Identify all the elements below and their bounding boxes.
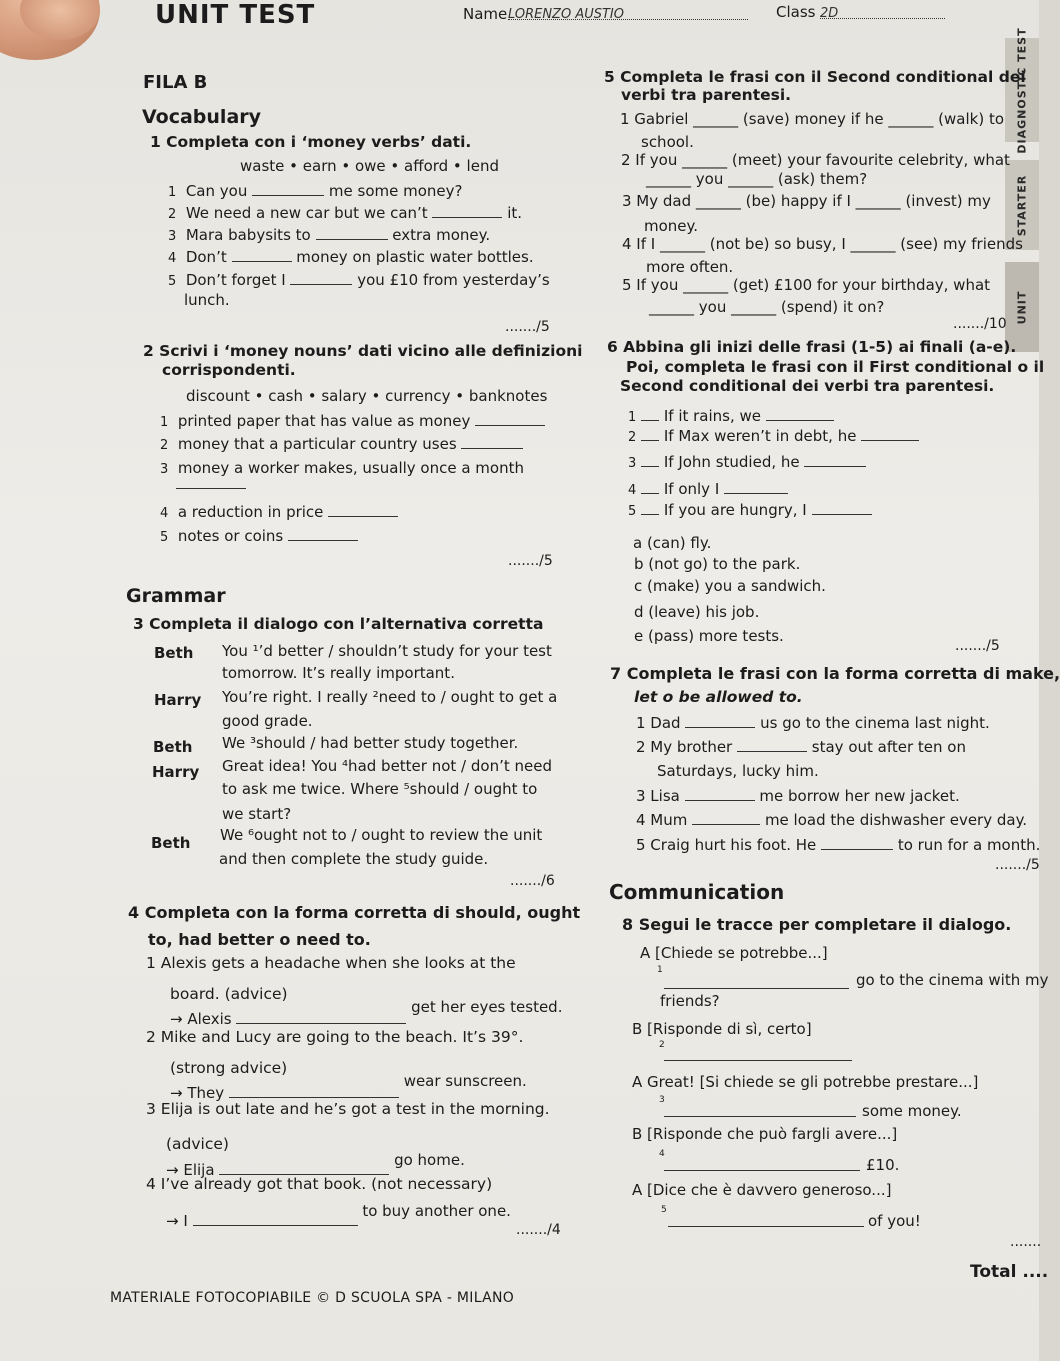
ex4-q1: 1 Alexis gets a headache when she looks at the <box>146 954 516 972</box>
communication-heading: Communication <box>609 880 785 904</box>
ex8-title: 8 Segui le tracce per completare il dialogo. <box>622 915 1012 934</box>
ex5-line-6: money. <box>644 217 699 235</box>
ex3-score: ......./6 <box>510 873 555 889</box>
ex8-line-9: A [Dice che è davvero generoso...] <box>632 1181 892 1199</box>
ex5-title: 5 Completa le frasi con il Second conditional dei <box>604 68 1026 86</box>
ex6-match-3[interactable] <box>641 454 659 467</box>
ex3-line-3: You’re right. I really ²need to / ought to get a <box>222 688 558 706</box>
ex6-start-5: 5 If you are hungry, I <box>628 501 872 519</box>
ex8-blank-5[interactable] <box>668 1226 864 1227</box>
ex8-blank-2[interactable] <box>664 1060 852 1061</box>
ex8-blank-4[interactable] <box>664 1170 860 1171</box>
ex4-blank-3[interactable] <box>219 1162 389 1175</box>
ex5-line-7[interactable]: 4 If I ______ (not be) so busy, I ______ (see) my friends <box>622 235 1023 253</box>
ex6-title-cont: Poi, completa le frasi con il First conditional o il <box>626 358 1045 376</box>
ex6-match-1[interactable] <box>641 408 659 421</box>
ex6-end-c: c (make) you a sandwich. <box>634 577 826 595</box>
ex3-speaker-2: Harry <box>154 691 202 709</box>
ex3-line-7: to ask me twice. Where ⁵should / ought to <box>222 780 538 798</box>
ex3-line-1: You ¹’d better / shouldn’t study for your test <box>222 642 552 660</box>
ex4-answer-2: → They wear sunscreen. <box>170 1072 527 1102</box>
ex8-line-10: of you! <box>868 1212 921 1230</box>
tab-starter: STARTER <box>1005 160 1039 250</box>
ex2-blank-2[interactable] <box>461 436 523 449</box>
ex2-blank-4[interactable] <box>328 504 398 517</box>
name-field[interactable] <box>508 3 748 20</box>
ex4-answer-1: → Alexis get her eyes tested. <box>170 998 563 1028</box>
ex5-line-2: school. <box>641 133 694 151</box>
ex2-blank-1[interactable] <box>475 413 545 426</box>
ex4-q3-hint: (advice) <box>166 1135 229 1153</box>
ex5-line-1[interactable]: 1 Gabriel ______ (save) money if he ______ (walk) to <box>620 110 1005 128</box>
class-field[interactable] <box>820 2 945 19</box>
ex6-title-cont-2: Second conditional dei verbi tra parentesi. <box>620 377 995 395</box>
ex6-match-4[interactable] <box>641 481 659 494</box>
ex3-title: 3 Completa il dialogo con l’alternativa corretta <box>133 615 544 633</box>
ex5-line-9[interactable]: 5 If you ______ (get) £100 for your birthday, what <box>622 276 991 294</box>
ex3-line-8: we start? <box>222 805 292 823</box>
ex4-q2-hint: (strong advice) <box>170 1059 288 1077</box>
ex5-score: ......./10 <box>953 316 1007 332</box>
ex7-item-3: 3 Lisa me borrow her new jacket. <box>636 787 960 805</box>
ex6-end-e: e (pass) more tests. <box>634 627 784 645</box>
ex2-score: ......./5 <box>508 553 553 569</box>
ex7-item-1: 1 Dad us go to the cinema last night. <box>636 714 990 732</box>
ex6-end-a: a (can) fly. <box>633 534 712 552</box>
ex4-answer-3: → Elija go home. <box>166 1151 465 1179</box>
ex1-score: ......./5 <box>505 319 550 335</box>
ex8-num-4: 4 <box>659 1149 665 1159</box>
ex7-item-5: 5 Craig hurt his foot. He to run for a month. <box>636 836 1041 854</box>
ex1-blank-2[interactable] <box>432 205 502 218</box>
ex2-word-bank: discount • cash • salary • currency • banknotes <box>186 387 548 405</box>
fila-label: FILA B <box>143 72 208 93</box>
ex7-item-4: 4 Mum me load the dishwasher every day. <box>636 811 1028 829</box>
ex1-item-5: 5 Don’t forget I you £10 from yesterday’s <box>168 271 550 289</box>
ex1-item-2: 2 We need a new car but we can’t it. <box>168 204 523 222</box>
ex1-word-bank: waste • earn • owe • afford • lend <box>240 157 499 175</box>
copyright-footer: MATERIALE FOTOCOPIABILE © D SCUOLA SPA - MILANO <box>110 1290 515 1306</box>
ex4-answer-4: → I to buy another one. <box>166 1202 511 1230</box>
ex2-item-5: 5 notes or coins <box>160 527 358 545</box>
ex8-line-5: A Great! [Si chiede se gli potrebbe prestare...] <box>632 1073 979 1091</box>
vocabulary-heading: Vocabulary <box>142 106 262 128</box>
ex3-line-5: We ³should / had better study together. <box>222 734 519 752</box>
ex1-title: 1 Completa con i ‘money verbs’ dati. <box>150 133 472 151</box>
ex3-line-10: and then complete the study guide. <box>219 850 489 868</box>
ex6-start-3: 3 If John studied, he <box>628 453 866 471</box>
ex6-blank-4[interactable] <box>724 481 788 494</box>
ex6-title: 6 Abbina gli inizi delle frasi (1-5) ai finali (a-e). <box>607 338 1017 356</box>
ex4-q4: 4 I’ve already got that book. (not necessary) <box>146 1175 493 1193</box>
tab-unit: UNIT <box>1005 262 1039 352</box>
ex4-title: 4 Completa con la forma corretta di should, ought <box>128 903 581 922</box>
ex6-end-b: b (not go) to the park. <box>634 555 801 573</box>
ex6-match-2[interactable] <box>641 428 659 441</box>
ex4-blank-4[interactable] <box>193 1213 358 1226</box>
ex3-line-9: We ⁶ought not to / ought to review the unit <box>220 826 543 844</box>
total-label: Total .... <box>970 1262 1049 1282</box>
ex7-score: ......./5 <box>995 857 1040 873</box>
ex6-blank-3[interactable] <box>804 454 866 467</box>
ex6-blank-1[interactable] <box>766 408 834 421</box>
ex1-item-4: 4 Don’t money on plastic water bottles. <box>168 248 534 266</box>
ex2-item-3: 3 money a worker makes, usually once a month <box>160 459 524 477</box>
name-label: Name <box>463 5 508 23</box>
class-label: Class <box>776 3 816 21</box>
ex8-line-7: B [Risponde che può fargli avere...] <box>632 1125 898 1143</box>
ex7-item-2: 2 My brother stay out after ten on <box>636 738 966 756</box>
ex6-start-4: 4 If only I <box>628 480 788 498</box>
ex8-line-1: A [Chiede se potrebbe...] <box>640 944 828 962</box>
ex8-line-3: friends? <box>660 992 720 1010</box>
class-value: 2D <box>820 6 839 21</box>
page-title: UNIT TEST <box>155 0 316 30</box>
ex5-line-4[interactable]: ______ you ______ (ask) them? <box>646 170 868 188</box>
ex6-match-5[interactable] <box>641 502 659 515</box>
ex5-title-cont: verbi tra parentesi. <box>621 86 792 104</box>
ex3-speaker-1: Beth <box>154 644 194 662</box>
ex6-blank-2[interactable] <box>861 428 919 441</box>
ex7-title-cont: let o be allowed to. <box>634 688 803 706</box>
ex7-blank-3[interactable] <box>685 788 755 801</box>
ex8-score-dots: ....... <box>1010 1234 1042 1250</box>
ex7-title: 7 Completa le frasi con la forma corretta di make, <box>610 664 1060 683</box>
ex6-start-1: 1 If it rains, we <box>628 407 834 425</box>
ex4-q1-hint: board. (advice) <box>170 985 288 1003</box>
ex8-num-3: 3 <box>659 1095 665 1105</box>
ex8-line-6: some money. <box>862 1102 962 1120</box>
ex4-title-cont: to, had better o need to. <box>148 930 371 949</box>
tab-diagnostic-test: DIAGNOSTIC TEST <box>1005 38 1039 142</box>
ex3-line-6: Great idea! You ⁴had better not / don’t need <box>222 757 552 775</box>
ex5-line-5[interactable]: 3 My dad ______ (be) happy if I ______ (invest) my <box>622 192 991 210</box>
ex8-num-2: 2 <box>659 1040 665 1050</box>
ex6-blank-5[interactable] <box>812 502 872 515</box>
ex5-line-3[interactable]: 2 If you ______ (meet) your favourite celebrity, what <box>621 151 1010 169</box>
ex1-blank-3[interactable] <box>316 227 388 240</box>
ex3-line-4: good grade. <box>222 712 313 730</box>
ex6-end-d: d (leave) his job. <box>634 603 760 621</box>
ex1-blank-1[interactable] <box>252 183 324 196</box>
ex7-blank-5[interactable] <box>821 837 893 850</box>
ex2-title: 2 Scrivi i ‘money nouns’ dati vicino alle definizioni <box>143 342 583 360</box>
ex7-blank-2[interactable] <box>737 739 807 752</box>
ex2-item-2: 2 money that a particular country uses <box>160 435 523 453</box>
ex4-score: ......./4 <box>516 1222 561 1238</box>
ex4-blank-2[interactable] <box>229 1085 399 1098</box>
ex8-num-5: 5 <box>661 1205 667 1215</box>
ex2-item-4: 4 a reduction in price <box>160 503 398 521</box>
ex5-line-10[interactable]: ______ you ______ (spend) it on? <box>649 298 885 316</box>
ex8-line-2: go to the cinema with my <box>856 971 1049 989</box>
ex2-title-cont: corrispondenti. <box>162 361 296 379</box>
ex2-item-1: 1 printed paper that has value as money <box>160 412 545 430</box>
ex8-blank-1[interactable] <box>664 988 849 989</box>
name-value: LORENZO AUSTIO <box>508 7 624 22</box>
ex1-blank-4[interactable] <box>232 249 292 262</box>
ex8-line-4: B [Risponde di sì, certo] <box>632 1020 812 1038</box>
ex2-blank-3[interactable] <box>176 488 246 489</box>
ex3-speaker-3: Beth <box>153 738 193 756</box>
ex1-item-5-cont: lunch. <box>184 291 230 309</box>
ex3-speaker-5: Beth <box>151 834 191 852</box>
ex7-item-2-cont: Saturdays, lucky him. <box>657 762 819 780</box>
ex4-q3: 3 Elija is out late and he’s got a test in the morning. <box>146 1100 550 1118</box>
ex5-line-8: more often. <box>646 258 734 276</box>
ex1-item-1: 1 Can you me some money? <box>168 182 463 200</box>
ex8-blank-3[interactable] <box>664 1116 856 1117</box>
ex4-blank-1[interactable] <box>236 1011 406 1024</box>
ex4-q2: 2 Mike and Lucy are going to the beach. It’s 39°. <box>146 1028 524 1046</box>
grammar-heading: Grammar <box>126 585 226 607</box>
ex7-blank-4[interactable] <box>692 812 760 825</box>
ex6-start-2: 2 If Max weren’t in debt, he <box>628 427 919 445</box>
ex8-line-8: £10. <box>866 1156 900 1174</box>
ex7-blank-1[interactable] <box>685 715 755 728</box>
ex1-item-3: 3 Mara babysits to extra money. <box>168 226 491 244</box>
ex6-score: ......./5 <box>955 638 1000 654</box>
ex3-line-2: tomorrow. It’s really important. <box>222 664 455 682</box>
ex1-blank-5[interactable] <box>290 272 352 285</box>
ex3-speaker-4: Harry <box>152 763 200 781</box>
ex2-blank-5[interactable] <box>288 528 358 541</box>
ex8-num-1: 1 <box>657 965 663 975</box>
